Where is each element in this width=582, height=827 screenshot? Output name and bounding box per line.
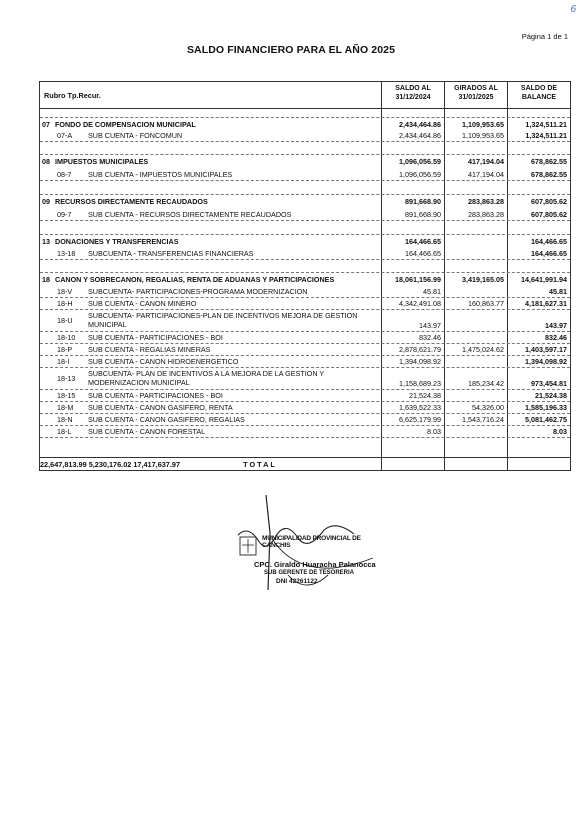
row-balance: 678,862.55 (531, 157, 567, 166)
table-row (40, 131, 570, 141)
group-row (40, 275, 570, 285)
row-divider (40, 141, 570, 142)
group-divider (40, 272, 570, 273)
row-description: DONACIONES Y TRANSFERENCIAS (55, 237, 179, 246)
row-saldo: 1,096,056.59 (399, 157, 441, 166)
row-description: FONDO DE COMPENSACION MUNICIPAL (55, 120, 196, 129)
row-balance: 164,466.65 (531, 237, 567, 246)
row-divider (40, 413, 570, 414)
row-balance: 607,805.62 (531, 197, 567, 206)
row-saldo: 4,342,491.08 (399, 299, 441, 308)
header-saldo-balance: SALDO DE BALANCE (520, 85, 558, 101)
table-row (40, 345, 570, 355)
table-header (40, 82, 570, 109)
row-saldo: 2,878,621.79 (399, 345, 441, 354)
row-description: SUB CUENTA - FONCOMUN (88, 131, 183, 140)
row-description: IMPUESTOS MUNICIPALES (55, 157, 149, 166)
row-description: SUBCUENTA- PARTICIPACIONES-PLAN DE INCENTIVOS MEJORA DE GESTION MUNICIPAL (88, 311, 358, 329)
total-label: TOTAL (243, 460, 277, 469)
row-girados: 54,326.00 (472, 403, 504, 412)
row-divider (40, 259, 570, 260)
row-description: SUBCUENTA - TRANSFERENCIAS FINANCIERAS (88, 249, 254, 258)
row-balance: 5,081,462.75 (525, 415, 567, 424)
row-description: SUB CUENTA - IMPUESTOS MUNICIPALES (88, 170, 233, 179)
total-balance: 17,417,637.97 (133, 460, 181, 469)
table-row (40, 415, 570, 425)
row-balance: 1,324,511.21 (525, 120, 567, 129)
table-row (40, 299, 570, 309)
row-saldo: 18,061,156.99 (395, 275, 441, 284)
corner-mark: 6 (570, 4, 576, 15)
row-balance: 832.46 (545, 333, 567, 342)
group-row (40, 197, 570, 207)
row-description: SUB CUENTA - PARTICIPACIONES - BOI (88, 391, 223, 400)
row-divider (40, 425, 570, 426)
row-description: SUB CUENTA - PARTICIPACIONES - BOI (88, 333, 223, 342)
row-balance: 1,324,511.21 (525, 131, 567, 140)
row-code: 09 (42, 197, 50, 206)
row-saldo: 45.81 (423, 287, 441, 296)
row-code: 09-7 (57, 210, 72, 219)
row-divider (40, 297, 570, 298)
header-girados-al: GIRADOS AL 31/01/2025 (454, 85, 498, 101)
row-code: 18-U (57, 316, 73, 325)
row-balance: 164,466.65 (531, 249, 567, 258)
group-row (40, 237, 570, 247)
table-row (40, 391, 570, 401)
row-description: SUB CUENTA - REGALIAS MINERAS (88, 345, 211, 354)
group-divider (40, 117, 570, 118)
row-saldo: 891,668.90 (405, 197, 441, 206)
row-divider (40, 343, 570, 344)
row-balance: 4,181,627.31 (525, 299, 567, 308)
row-girados: 3,419,165.05 (462, 275, 504, 284)
row-description: SUB CUENTA - CANON GASIFERO, RENTA (88, 403, 233, 412)
table-row (40, 333, 570, 343)
row-code: 18-10 (57, 333, 76, 342)
stamp-name: CPC. Giraldo Huaracha Palanocca (254, 560, 376, 569)
row-code: 08-7 (57, 170, 72, 179)
row-girados: 1,109,953.65 (462, 131, 504, 140)
header-saldo-al: SALDO AL 31/12/2024 (395, 85, 431, 101)
row-description: SUB CUENTA - CANON FORESTAL (88, 427, 206, 436)
page-title: SALDO FINANCIERO PARA EL AÑO 2025 (186, 44, 396, 56)
table-row (40, 427, 570, 437)
row-balance: 678,862.55 (531, 170, 567, 179)
row-description: SUBCUENTA- PLAN DE INCENTIVOS A LA MEJORA DE LA GESTION Y MODERNIZACION MUNICIPAL (88, 369, 325, 387)
row-divider (40, 220, 570, 221)
row-balance: 14,641,991.94 (521, 275, 567, 284)
row-girados: 185,234.42 (468, 379, 504, 388)
row-description: CANON Y SOBRECANON, REGALIAS, RENTA DE ADUANAS Y PARTICIPACIONES (55, 275, 335, 284)
row-description: SUB CUENTA - CANON GASIFERO, REGALIAS (88, 415, 245, 424)
row-balance: 1,394,098.92 (525, 357, 567, 366)
table-row (40, 357, 570, 367)
stamp-dni: DNI 42261122 (276, 578, 318, 585)
row-code: 18-N (57, 415, 73, 424)
row-code: 18 (42, 275, 50, 284)
row-description: SUB CUENTA - RECURSOS DIRECTAMENTE RECAUDADOS (88, 210, 292, 219)
row-code: 08 (42, 157, 50, 166)
row-girados: 417,194.04 (468, 170, 504, 179)
row-description: SUB CUENTA - CANON MINERO (88, 299, 197, 308)
row-saldo: 21,524.38 (409, 391, 441, 400)
row-balance: 607,805.62 (531, 210, 567, 219)
row-code: 07 (42, 120, 50, 129)
row-divider (40, 180, 570, 181)
row-girados: 1,475,024.62 (462, 345, 504, 354)
row-divider (40, 437, 570, 438)
table-row (40, 249, 570, 259)
row-girados: 417,194.04 (468, 157, 504, 166)
row-saldo: 1,394,098.92 (399, 357, 441, 366)
total-saldo: 22,647,813.99 (40, 460, 87, 469)
total-divider (40, 457, 570, 458)
row-saldo: 6,625,179.99 (399, 415, 441, 424)
row-code: 18-M (57, 403, 74, 412)
row-balance: 1,585,196.33 (525, 403, 567, 412)
row-girados: 283,863.28 (468, 210, 504, 219)
row-saldo: 2,434,464.86 (399, 131, 441, 140)
row-divider (40, 367, 570, 368)
row-code: 13 (42, 237, 50, 246)
row-girados: 1,543,716.24 (462, 415, 504, 424)
row-code: 18-I (57, 357, 70, 366)
table-row (40, 369, 570, 389)
row-saldo: 1,639,522.33 (399, 403, 441, 412)
row-balance: 8.03 (553, 427, 567, 436)
row-saldo: 164,466.65 (405, 249, 441, 258)
row-code: 18-P (57, 345, 73, 354)
row-saldo: 2,434,464.86 (399, 120, 441, 129)
row-code: 18-V (57, 287, 73, 296)
row-description: RECURSOS DIRECTAMENTE RECAUDADOS (55, 197, 208, 206)
row-description: SUB CUENTA - CANON HIDROENERGETICO (88, 357, 239, 366)
row-balance: 143.97 (545, 321, 567, 330)
row-divider (40, 389, 570, 390)
row-divider (40, 331, 570, 332)
total-row (40, 460, 570, 469)
table-row (40, 287, 570, 297)
row-balance: 973,454.81 (531, 379, 567, 388)
group-row (40, 120, 570, 130)
table-row (40, 170, 570, 180)
row-girados: 1,109,953.65 (462, 120, 504, 129)
row-saldo: 832.46 (419, 333, 441, 342)
stamp-position: SUB GERENTE DE TESORERIA (264, 570, 355, 576)
row-balance: 45.81 (549, 287, 567, 296)
row-saldo: 143.97 (419, 321, 441, 330)
row-code: 18-15 (57, 391, 76, 400)
page-number: Página 1 de 1 (521, 32, 568, 41)
report-table (39, 81, 571, 471)
row-code: 18-L (57, 427, 72, 436)
header-rubro: Rubro Tp.Recur. (44, 91, 101, 100)
row-divider (40, 309, 570, 310)
row-balance: 21,524.38 (535, 391, 567, 400)
row-code: 07-A (57, 131, 73, 140)
row-divider (40, 401, 570, 402)
row-saldo: 891,668.90 (405, 210, 441, 219)
row-description: SUBCUENTA- PARTICIPACIONES-PROGRAMA MODERNIZACION (88, 287, 308, 296)
group-divider (40, 154, 570, 155)
signature-stamp (218, 495, 388, 605)
table-row (40, 311, 570, 331)
row-saldo: 1,096,056.59 (399, 170, 441, 179)
row-girados: 283,863.28 (468, 197, 504, 206)
row-saldo: 164,466.65 (405, 237, 441, 246)
stamp-institution: MUNICIPALIDAD PROVINCIAL DE CANCHIS (262, 535, 361, 549)
group-row (40, 157, 570, 167)
row-saldo: 1,158,689.23 (399, 379, 441, 388)
row-code: 18-13 (57, 374, 76, 383)
signature-scribble (218, 495, 388, 605)
row-code: 18-H (57, 299, 73, 308)
table-row (40, 210, 570, 220)
table-row (40, 403, 570, 413)
group-divider (40, 194, 570, 195)
row-code: 13-18 (57, 249, 76, 258)
total-girados: 5,230,176.02 (88, 460, 132, 469)
row-divider (40, 355, 570, 356)
row-balance: 1,403,597.17 (525, 345, 567, 354)
group-divider (40, 234, 570, 235)
row-girados: 160,863.77 (468, 299, 504, 308)
row-saldo: 8.03 (427, 427, 441, 436)
